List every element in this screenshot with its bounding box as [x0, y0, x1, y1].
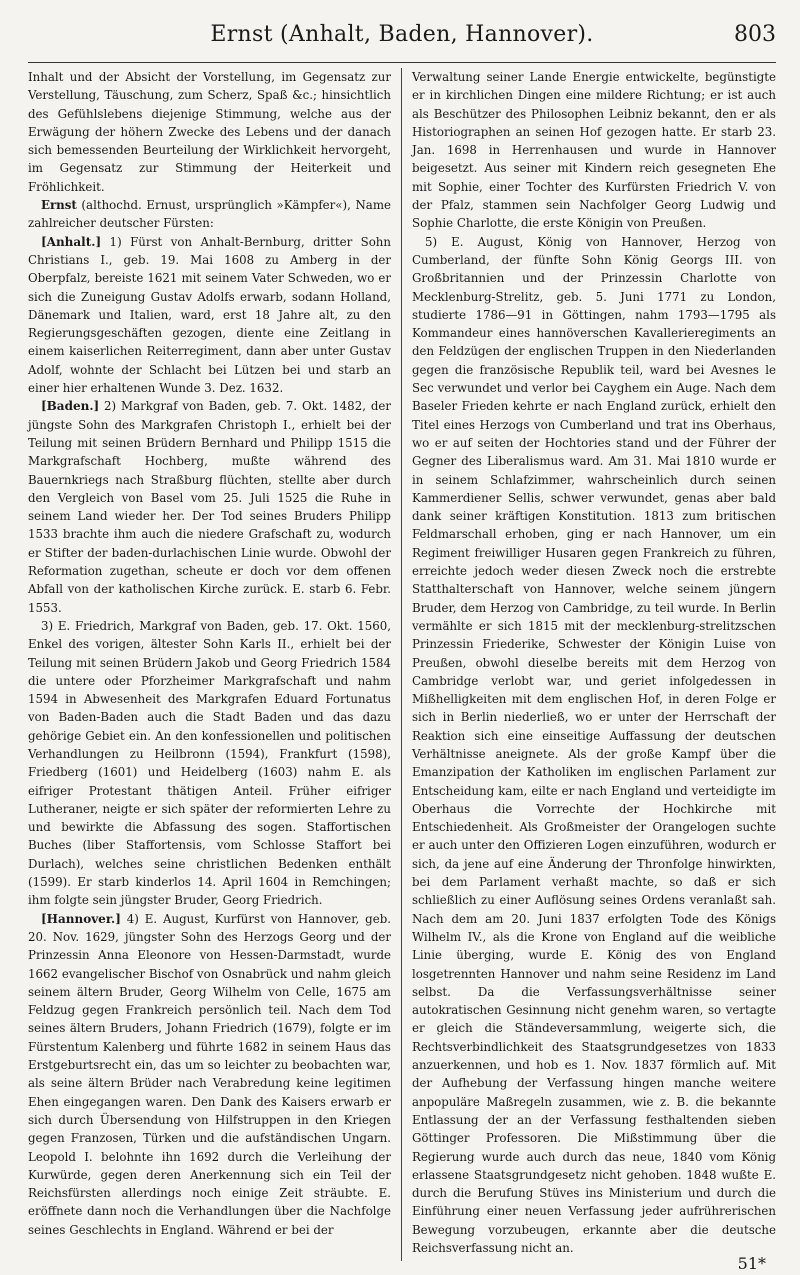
signature-mark: 51*	[737, 1254, 766, 1273]
entry-baden	[28, 397, 391, 617]
page-header	[28, 16, 776, 63]
section-tag: [Baden.]	[40, 399, 100, 414]
entry-text: 2) Markgraf von Baden, geb. 7. Okt. 1482, der jüngste Sohn des Markgrafen Christoph I., erhielt bei der Teilung mit seinen Brüdern Bernhard und Philipp 1515 die Markgrafschaft Hochberg, mußte während des Bauernkriegs nach Straßburg flüchten, stellte aber durch den Vergleich von Basel vom 25. Juli 1525 die Ruhe in seinem Land wieder her. Der Tod seines Bruders Philipp 1533 brachte ihm auch die niedere Grafschaft zu, wodurch er Stifter der baden-durlachischen Linie wurde. Obwohl der Reformation zugethan, scheute er doch vor dem offenen Abfall von der katholischen Kirche zurück. E. starb 6. Febr. 1553.	[28, 399, 391, 615]
entry-text: 1) Fürst von Anhalt-Bernburg, dritter Sohn Christians I., geb. 19. Mai 1608 zu Amberg in der Oberpfalz, bereiste 1621 mit seinem Vater Schweden, wo er sich die Zuneigung Gustav Adolfs erwarb, sodann Holland, Dänemark und Italien, ward, erst 18 Jahre alt, zu den Regierungsgeschäften gezogen, diente eine Zeitlang in einem kaiserlichen Reiterregiment, dann aber unter Gustav Adolf, wohnte der Schlacht bei Lützen bei und starb an einer hier erhaltenen Wunde 3. Dez. 1632.	[28, 234, 391, 396]
entry-friedrich: 3) E. Friedrich, Markgraf von Baden, geb. 17. Okt. 1560, Enkel des vorigen, ältester Sohn Karls II., erhielt bei der Teilung mit seinen Brüdern Jakob und Georg Friedrich 1584 die untere oder Pforzheimer Markgrafschaft und nahm 1594 in Abwesenheit des Markgrafen Eduard Fortunatus von Baden-Baden auch die Stadt Baden und das dazu gehörige Gebiet ein. An den konfessionellen und politischen Verhandlungen zu Heilbronn (1594), Frankfurt (1598), Friedberg (1601) und Heidelberg (1603) nahm E. als eifriger Protestant thätigen Anteil. Früher eifriger Lutheraner, neigte er sich später der reformierten Lehre zu und bewirkte die Abfassung des sogen. Staffortischen Buches (liber Staffortensis, vom Schlosse Staffort bei Durlach), welches seine christlichen Bedenken enthält (1599). Er starb kinderlos 14. April 1604 in Remchingen; ihm folgte sein jüngster Bruder, Georg Friedrich.	[28, 618, 391, 908]
right-column	[402, 68, 776, 1261]
entry-headword: Ernst	[40, 198, 77, 213]
page-number: 803	[734, 22, 776, 47]
paragraph-continuation: Inhalt und der Absicht der Vorstellung, im Gegensatz zur Verstellung, Täuschung, zum Scherz, Spaß &c.; hinsichtlich des Gefühlslebens diejenige Stimmung, welche aus der Erwägung der höhern Zwecke des Lebens und der danach sich bemessenden Beurteilung der Wirklichkeit hervorgeht, im Gegensatz zur Stimmung der Heiterkeit und Fröhlichkeit.	[28, 70, 391, 194]
text-columns	[28, 68, 776, 1261]
entry-hannover	[28, 910, 391, 1239]
running-head: Ernst (Anhalt, Baden, Hannover).	[210, 22, 594, 47]
paragraph-continuation: Verwaltung seiner Lande Energie entwickelte, begünstigte er in kirchlichen Dingen eine mildere Richtung; er ist auch als Beschützer des Philosophen Leibniz bekannt, den er als Historiographen an seinen Hof gezogen hatte. Er starb 23. Jan. 1698 in Herrenhausen und wurde in Hannover beigesetzt. Aus seiner mit Kindern reich gesegneten Ehe mit Sophie, einer Tochter des Kurfürsten Friedrich V. von der Pfalz, stammen sein Nachfolger Georg Ludwig und Sophie Charlotte, die erste Königin von Preußen.	[412, 70, 776, 231]
section-tag: [Anhalt.]	[40, 234, 102, 249]
left-column	[28, 68, 402, 1261]
entry-text: (althochd. Ernust, ursprünglich »Kämpfer«), Name zahlreicher deutscher Fürsten:	[28, 198, 391, 231]
entry-ernst	[28, 196, 391, 233]
section-tag: [Hannover.]	[40, 911, 121, 926]
entry-text: 4) E. August, Kurfürst von Hannover, geb. 20. Nov. 1629, jüngster Sohn des Herzogs Georg und der Prinzessin Anna Eleonore von Hessen-Darmstadt, wurde 1662 evangelischer Bischof von Osnabrück und nahm gleich seinem ältern Bruder, Georg Wilhelm von Celle, 1675 am Feldzug gegen Frankreich persönlich teil. Nach dem Tod seines ältern Bruders, Johann Friedrich (1679), folgte er im Fürstentum Kalenberg und führte 1682 in seinem Haus das Erstgeburtsrecht ein, das um so leichter zu beobachten war, als seine ältern Brüder nach Verabredung keine legitimen Ehen eingegangen waren. Den Dank des Kaisers erwarb er sich durch Übersendung von Hilfstruppen in den Kriegen gegen Franzosen, Türken und die aufständischen Ungarn. Leopold I. belohnte ihn 1692 durch die Verleihung der Kurwürde, gegen deren Anerkennung sich ein Teil der Reichsfürsten allerdings noch einige Zeit sträubte. E. eröffnete dann noch die Verhandlungen über die Nachfolge seines Geschlechts in England. Während er bei der	[28, 911, 391, 1237]
entry-ernst-august-koenig: 5) E. August, König von Hannover, Herzog von Cumberland, der fünfte Sohn König Georgs III. von Großbritannien und der Prinzessin Charlotte von Mecklenburg-Strelitz, geb. 5. Juni 1771 zu London, studierte 1786—91 in Göttingen, nahm 1793—1795 als Kommandeur eines hannöverschen Kavallerieregiments an den Feldzügen der englischen Truppen in den Niederlanden gegen die französische Republik teil, ward bei Avesnes le Sec verwundet und verlor bei Cayghem ein Auge. Nach dem Baseler Frieden kehrte er nach England zurück, erhielt den Titel eines Herzogs von Cumberland und trat ins Oberhaus, wo er auf seiten der Hochtories stand und der Führer der Gegner des Liberalismus ward. Am 31. Mai 1810 wurde er in seinem Schlafzimmer, wahrscheinlich durch seinen Kammerdiener Sellis, schwer verwundet, genas aber bald dank seiner kräftigen Konstitution. 1813 zum britischen Feldmarschall erhoben, ging er nach Hannover, um ein Regiment freiwilliger Husaren gegen Frankreich zu führen, erreichte jedoch weder diesen Zweck noch die erstrebte Statthalterschaft von Hannover, welche seinem jüngern Bruder, dem Herzog von Cambridge, zu teil wurde. In Berlin vermählte er sich 1815 mit der mecklenburg-strelitzschen Prinzessin Friederike, Schwester der Königin Luise von Preußen, obwohl dieselbe bereits mit dem Herzog von Cambridge verlobt war, und geriet infolgedessen in Mißhelligkeiten mit dem englischen Hof, in deren Folge er sich in Berlin niederließ, wo er unter der Herrschaft der Reaktion sich eine einseitige Auffassung der deutschen Verhältnisse aneignete. Als der große Kampf über die Emanzipation der Katholiken im englischen Parlament zur Entscheidung kam, eilte er nach England und verteidigte im Oberhaus die Vorrechte der Hochkirche mit Entschiedenheit. Als Großmeister der Orangelogen suchte er auch unter den Offizieren Logen einzuführen, wodurch er sich, da jene auf eine Änderung der Thronfolge hinwirkten, bei dem Parlament verhaßt machte, so daß er sich schließlich zu einer Auflösung seines Ordens veranlaßt sah. Nach dem am 20. Juni 1837 erfolgten Tode des Königs Wilhelm IV., als die Krone von England auf die weibliche Linie überging, wurde E. König des von England losgetrennten Hannover und nahm seine Residenz im Land selbst. Da die Verfassungsverhältnisse seiner autokratischen Gesinnung nicht genehm waren, so vertagte er gleich die Ständeversammlung, weigerte sich, die Rechtsverbindlichkeit des Staatsgrundgesetzes von 1833 anzuerkennen, und hob es 1. Nov. 1837 förmlich auf. Mit der Aufhebung der Verfassung hingen manche weitere anpopuläre Maßregeln zusammen, wie z. B. die bekannte Entlassung der an der Verfassung festhaltenden sieben Göttinger Professoren. Die Mißstimmung über die Regierung wurde auch durch das neue, 1840 vom König erlassene Staatsgrundgesetz nicht gehoben. 1848 wußte E. durch die Berufung Stüves ins Ministerium und durch die Einführung einer neuen Verfassung jeder aufrührerischen Bewegung vorzubeugen, erkannte aber die deutsche Reichsverfassung nicht an.	[412, 234, 776, 1255]
entry-anhalt	[28, 233, 391, 398]
